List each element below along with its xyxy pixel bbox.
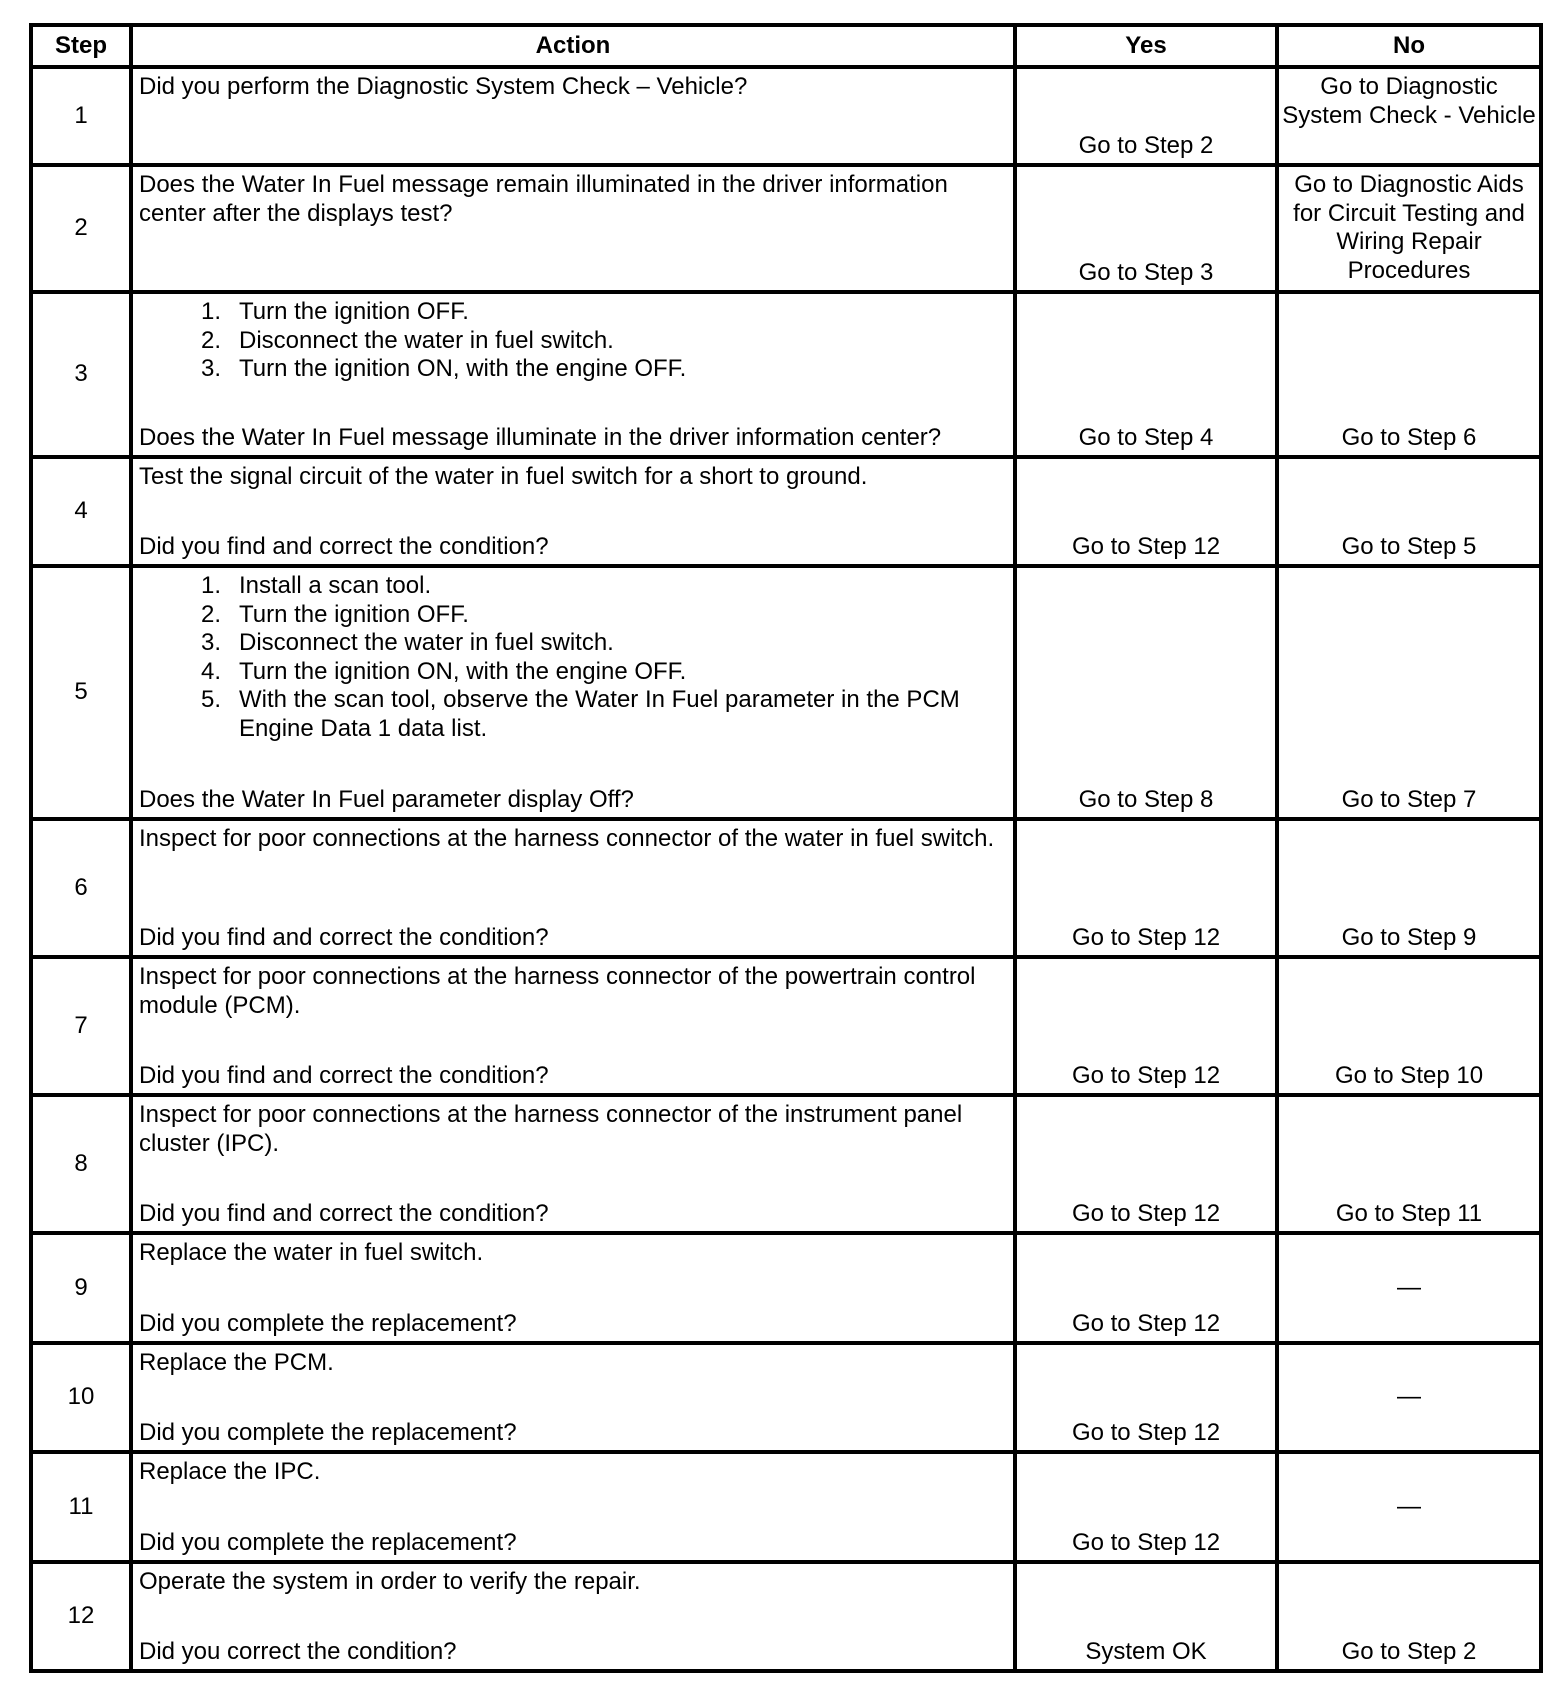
list-item-number: 5. [200,686,221,713]
list-item-number: 2. [200,600,221,628]
table-row [31,67,1541,165]
yes-result: Go to Step 3 [1015,165,1277,292]
table-row [31,292,1541,457]
action-question: Did you find and correct the condition? [139,1061,549,1089]
action-question: Did you complete the replacement? [139,1418,517,1446]
action-text: Does the Water In Fuel message remain illuminated in the driver information center after the displays test? [139,171,948,227]
step-number: 9 [31,1233,131,1343]
action-cell [131,457,1015,566]
action-text: Did you perform the Diagnostic System Check – Vehicle? [139,73,748,100]
list-item-number: 3. [200,355,221,382]
no-result: Go to Step 11 [1277,1095,1541,1233]
yes-result: Go to Step 12 [1015,1452,1277,1562]
action-cell [131,1562,1015,1671]
list-item-text: Disconnect the water in fuel switch. [239,326,614,354]
action-question: Did you complete the replacement? [139,1309,517,1337]
list-item-number: 2. [200,326,221,354]
no-result: Go to Step 10 [1277,957,1541,1095]
table-row [31,1233,1541,1343]
step-number: 12 [31,1562,131,1671]
action-text: Inspect for poor connections at the harness connector of the water in fuel switch. [139,825,995,852]
yes-result: Go to Step 12 [1015,457,1277,566]
list-item-text: Turn the ignition ON, with the engine OFF. [239,657,687,685]
list-item-number: 1. [200,298,221,325]
action-cell [131,292,1015,457]
action-question: Does the Water In Fuel parameter display Off? [139,785,634,813]
list-item [139,327,1007,356]
step-number: 2 [31,165,131,292]
no-result: — [1277,1452,1541,1562]
step-number: 1 [31,67,131,165]
yes-result: Go to Step 12 [1015,1095,1277,1233]
table-row [31,1095,1541,1233]
table-row [31,566,1541,819]
step-number: 8 [31,1095,131,1233]
table-row [31,1562,1541,1671]
diagnostic-table [29,23,1543,1673]
no-result: Go to Diagnostic System Check - Vehicle [1277,67,1541,165]
list-item-number: 4. [200,657,221,685]
yes-result: Go to Step 12 [1015,957,1277,1095]
no-result: Go to Step 6 [1277,292,1541,457]
action-text: Replace the PCM. [139,1349,334,1376]
no-result: Go to Step 7 [1277,566,1541,819]
no-result: — [1277,1233,1541,1343]
action-question: Did you correct the condition? [139,1637,457,1665]
action-steps-list [139,572,1007,743]
action-question: Does the Water In Fuel message illuminate in the driver information center? [139,423,942,451]
action-cell [131,165,1015,292]
action-text: Operate the system in order to verify the repair. [139,1568,641,1595]
list-item [139,629,1007,658]
action-text: Replace the IPC. [139,1458,321,1485]
action-cell [131,1233,1015,1343]
no-result: Go to Step 9 [1277,819,1541,957]
step-number: 3 [31,292,131,457]
action-text: Inspect for poor connections at the harness connector of the instrument panel cluster (IPC). [139,1101,963,1157]
list-item [139,686,1007,743]
yes-result: Go to Step 12 [1015,1343,1277,1452]
action-cell [131,67,1015,165]
step-number: 11 [31,1452,131,1562]
action-question: Did you find and correct the condition? [139,923,549,951]
header-row [31,25,1541,67]
table-row [31,165,1541,292]
action-text: Inspect for poor connections at the harness connector of the powertrain control module (PCM). [139,963,976,1019]
table-row [31,819,1541,957]
header-no: No [1277,25,1541,67]
action-text: Replace the water in fuel switch. [139,1239,484,1266]
list-item [139,658,1007,687]
header-step: Step [31,25,131,67]
table-body [31,67,1541,1671]
action-cell [131,1095,1015,1233]
table-row [31,1343,1541,1452]
step-number: 4 [31,457,131,566]
list-item [139,601,1007,630]
list-item-text: Install a scan tool. [239,572,432,599]
list-item-number: 1. [200,572,221,599]
list-item [139,355,1007,384]
list-item-text: Turn the ignition OFF. [239,600,469,628]
list-item [139,298,1007,327]
table-row [31,457,1541,566]
list-item-text: Disconnect the water in fuel switch. [239,629,614,656]
header-action: Action [131,25,1015,67]
yes-result: Go to Step 12 [1015,1233,1277,1343]
step-number: 10 [31,1343,131,1452]
no-result: Go to Diagnostic Aids for Circuit Testing and Wiring Repair Procedures [1277,165,1541,292]
action-steps-list [139,298,1007,384]
yes-result: Go to Step 2 [1015,67,1277,165]
list-item-text: Turn the ignition ON, with the engine OFF. [239,355,687,382]
table-row [31,957,1541,1095]
header-yes: Yes [1015,25,1277,67]
action-question: Did you complete the replacement? [139,1528,517,1556]
list-item-text: With the scan tool, observe the Water In Fuel parameter in the PCM Engine Data 1 data list. [239,686,960,742]
no-result: — [1277,1343,1541,1452]
no-result: Go to Step 2 [1277,1562,1541,1671]
action-question: Did you find and correct the condition? [139,532,549,560]
step-number: 7 [31,957,131,1095]
yes-result: System OK [1015,1562,1277,1671]
action-cell [131,1343,1015,1452]
list-item [139,572,1007,601]
list-item-number: 3. [200,629,221,656]
action-cell [131,819,1015,957]
action-text: Test the signal circuit of the water in fuel switch for a short to ground. [139,463,868,490]
action-cell [131,1452,1015,1562]
yes-result: Go to Step 12 [1015,819,1277,957]
action-cell [131,957,1015,1095]
table-row [31,1452,1541,1562]
action-question: Did you find and correct the condition? [139,1199,549,1227]
no-result: Go to Step 5 [1277,457,1541,566]
yes-result: Go to Step 4 [1015,292,1277,457]
step-number: 6 [31,819,131,957]
step-number: 5 [31,566,131,819]
list-item-text: Turn the ignition OFF. [239,298,469,325]
yes-result: Go to Step 8 [1015,566,1277,819]
action-cell [131,566,1015,819]
